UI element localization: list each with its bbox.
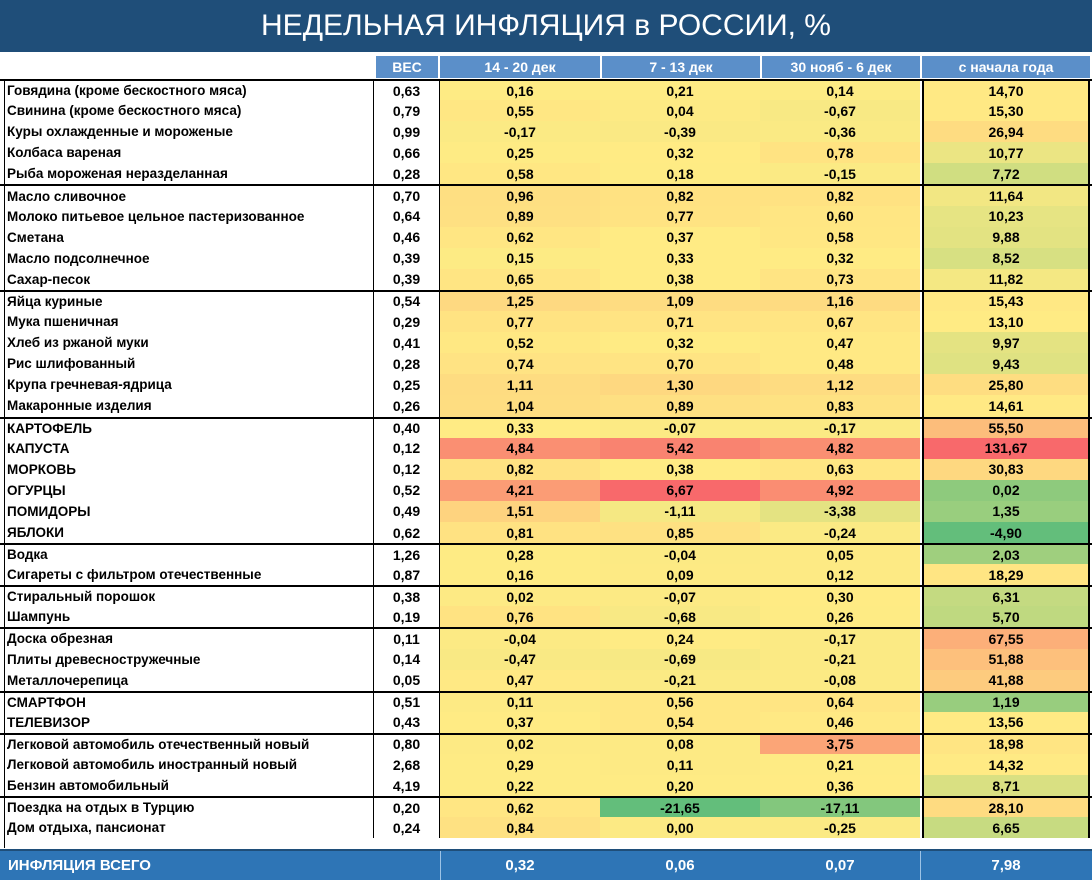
total-label: ИНФЛЯЦИЯ ВСЕГО: [8, 857, 151, 874]
weekly-value-cell: 0,89: [440, 206, 600, 227]
table-row: [0, 606, 1092, 627]
weekly-value-cell: 0,46: [760, 712, 920, 733]
weekly-value-cell: 0,32: [600, 142, 760, 163]
total-value-week-3: 0,07: [825, 857, 855, 874]
table-row: [0, 564, 1092, 585]
weekly-value-cell: 0,74: [440, 353, 600, 374]
ytd-value-cell: 14,32: [922, 754, 1090, 775]
ytd-value-cell: 10,23: [922, 206, 1090, 227]
weekly-value-cell: 4,92: [760, 480, 920, 501]
row-weight: 0,12: [374, 438, 440, 459]
weekly-value-cell: 0,48: [760, 353, 920, 374]
weekly-value-cell: 0,63: [760, 459, 920, 480]
weekly-value-cell: 1,16: [760, 292, 920, 311]
weekly-value-cell: 0,82: [760, 186, 920, 205]
row-weight: 0,28: [374, 163, 440, 184]
row-weight: 0,14: [374, 649, 440, 670]
header-ytd: с начала года: [922, 56, 1090, 78]
ytd-value-cell: 13,10: [922, 311, 1090, 332]
weekly-value-cell: -0,15: [760, 163, 920, 184]
weekly-value-cell: 0,36: [760, 775, 920, 796]
row-name: Яйца куриные: [4, 292, 374, 311]
weekly-value-cell: 0,62: [440, 227, 600, 248]
row-name: Сахар-песок: [4, 269, 374, 290]
weekly-value-cell: 0,28: [440, 545, 600, 564]
ytd-value-cell: 67,55: [922, 629, 1090, 648]
table-left-border: [4, 79, 5, 848]
weekly-value-cell: 0,00: [600, 817, 760, 838]
row-weight: 0,28: [374, 353, 440, 374]
ytd-value-cell: 9,88: [922, 227, 1090, 248]
row-weight: 0,12: [374, 459, 440, 480]
weekly-value-cell: -0,07: [600, 419, 760, 438]
weekly-value-cell: -0,07: [600, 587, 760, 606]
weekly-value-cell: 4,21: [440, 480, 600, 501]
weekly-value-cell: 0,04: [600, 100, 760, 121]
row-name: Хлеб из ржаной муки: [4, 332, 374, 353]
row-weight: 0,41: [374, 332, 440, 353]
weekly-value-cell: 0,15: [440, 248, 600, 269]
weekly-value-cell: -0,17: [440, 121, 600, 142]
weekly-value-cell: 0,09: [600, 564, 760, 585]
weekly-value-cell: 0,05: [760, 545, 920, 564]
ytd-value-cell: 55,50: [922, 419, 1090, 438]
table-row: [0, 79, 1092, 100]
ytd-value-cell: 6,65: [922, 817, 1090, 838]
ytd-value-cell: 18,29: [922, 564, 1090, 585]
data-table: [0, 79, 1092, 838]
ytd-value-cell: 9,43: [922, 353, 1090, 374]
weekly-value-cell: 0,30: [760, 587, 920, 606]
weekly-value-cell: -0,21: [760, 649, 920, 670]
row-weight: 0,66: [374, 142, 440, 163]
ytd-value-cell: 6,31: [922, 587, 1090, 606]
ytd-value-cell: 25,80: [922, 374, 1090, 395]
weekly-value-cell: 0,77: [600, 206, 760, 227]
table-row: [0, 733, 1092, 754]
weekly-value-cell: 0,02: [440, 587, 600, 606]
row-name: Масло сливочное: [4, 186, 374, 205]
row-name: Стиральный порошок: [4, 587, 374, 606]
table-row: [0, 543, 1092, 564]
row-weight: 0,52: [374, 480, 440, 501]
row-weight: 0,70: [374, 186, 440, 205]
weekly-value-cell: 0,24: [600, 629, 760, 648]
row-weight: 0,39: [374, 269, 440, 290]
table-row: [0, 374, 1092, 395]
weekly-value-cell: -0,04: [440, 629, 600, 648]
table-row: [0, 627, 1092, 648]
table-row: [0, 691, 1092, 712]
weekly-value-cell: -0,17: [760, 419, 920, 438]
weekly-value-cell: 0,20: [600, 775, 760, 796]
row-name: Легковой автомобиль иностранный новый: [4, 754, 374, 775]
weekly-value-cell: -0,39: [600, 121, 760, 142]
weekly-value-cell: 0,25: [440, 142, 600, 163]
table-row: [0, 438, 1092, 459]
row-name: Бензин автомобильный: [4, 775, 374, 796]
row-weight: 0,46: [374, 227, 440, 248]
table-row: [0, 817, 1092, 838]
row-weight: 0,63: [374, 81, 440, 100]
row-name: ПОМИДОРЫ: [4, 501, 374, 522]
ytd-value-cell: 15,30: [922, 100, 1090, 121]
weekly-value-cell: -0,17: [760, 629, 920, 648]
weekly-value-cell: 0,71: [600, 311, 760, 332]
ytd-value-cell: 11,64: [922, 186, 1090, 205]
weekly-value-cell: 0,37: [600, 227, 760, 248]
table-row: [0, 163, 1092, 184]
row-name: ЯБЛОКИ: [4, 522, 374, 543]
weekly-value-cell: 1,51: [440, 501, 600, 522]
row-weight: 0,99: [374, 121, 440, 142]
table-row: [0, 522, 1092, 543]
weekly-value-cell: 0,26: [760, 606, 920, 627]
weekly-value-cell: 0,64: [760, 693, 920, 712]
weekly-value-cell: 0,81: [440, 522, 600, 543]
row-weight: 0,51: [374, 693, 440, 712]
ytd-value-cell: 0,02: [922, 480, 1090, 501]
weekly-value-cell: 0,47: [760, 332, 920, 353]
ytd-value-cell: 41,88: [922, 670, 1090, 691]
weekly-value-cell: 1,12: [760, 374, 920, 395]
weekly-value-cell: 0,16: [440, 81, 600, 100]
table-row: [0, 670, 1092, 691]
weekly-value-cell: 0,67: [760, 311, 920, 332]
weekly-value-cell: 0,73: [760, 269, 920, 290]
row-name: Металлочерепица: [4, 670, 374, 691]
row-weight: 0,43: [374, 712, 440, 733]
row-name: Поездка на отдых в Турцию: [4, 798, 374, 817]
row-name: МОРКОВЬ: [4, 459, 374, 480]
row-name: Дом отдыха, пансионат: [4, 817, 374, 838]
ytd-value-cell: 1,19: [922, 693, 1090, 712]
row-weight: 0,24: [374, 817, 440, 838]
ytd-value-cell: 11,82: [922, 269, 1090, 290]
weekly-value-cell: 0,21: [600, 81, 760, 100]
weekly-value-cell: 0,82: [440, 459, 600, 480]
ytd-value-cell: 9,97: [922, 332, 1090, 353]
ytd-value-cell: 7,72: [922, 163, 1090, 184]
weekly-value-cell: 0,38: [600, 269, 760, 290]
row-name: Сигареты с фильтром отечественные: [4, 564, 374, 585]
row-name: Макаронные изделия: [4, 395, 374, 416]
weekly-value-cell: 6,67: [600, 480, 760, 501]
ytd-value-cell: 2,03: [922, 545, 1090, 564]
ytd-value-cell: 51,88: [922, 649, 1090, 670]
weekly-value-cell: 1,11: [440, 374, 600, 395]
weekly-value-cell: -1,11: [600, 501, 760, 522]
row-name: СМАРТФОН: [4, 693, 374, 712]
table-header: [0, 52, 1092, 79]
row-name: Мука пшеничная: [4, 311, 374, 332]
row-name: Водка: [4, 545, 374, 564]
table-row: [0, 227, 1092, 248]
weekly-value-cell: 0,32: [760, 248, 920, 269]
row-name: Свинина (кроме бескостного мяса): [4, 100, 374, 121]
weekly-value-cell: 0,37: [440, 712, 600, 733]
row-name: Говядина (кроме бескостного мяса): [4, 81, 374, 100]
weekly-value-cell: 0,11: [600, 754, 760, 775]
weekly-value-cell: 0,02: [440, 735, 600, 754]
total-divider: [920, 851, 921, 880]
ytd-value-cell: 10,77: [922, 142, 1090, 163]
ytd-value-cell: 13,56: [922, 712, 1090, 733]
row-name: Крупа гречневая-ядрица: [4, 374, 374, 395]
weekly-value-cell: -0,36: [760, 121, 920, 142]
weekly-value-cell: 1,30: [600, 374, 760, 395]
ytd-value-cell: 8,71: [922, 775, 1090, 796]
table-row: [0, 501, 1092, 522]
weekly-value-cell: 5,42: [600, 438, 760, 459]
weekly-value-cell: 0,47: [440, 670, 600, 691]
table-row: [0, 332, 1092, 353]
weekly-value-cell: -3,38: [760, 501, 920, 522]
weekly-value-cell: 0,60: [760, 206, 920, 227]
ytd-value-cell: 14,70: [922, 81, 1090, 100]
ytd-value-cell: 1,35: [922, 501, 1090, 522]
weekly-value-cell: -17,11: [760, 798, 920, 817]
row-name: Масло подсолнечное: [4, 248, 374, 269]
row-name: Молоко питьевое цельное пастеризованное: [4, 206, 374, 227]
weekly-value-cell: 0,08: [600, 735, 760, 754]
weekly-value-cell: 0,12: [760, 564, 920, 585]
row-weight: 0,25: [374, 374, 440, 395]
weekly-value-cell: 0,16: [440, 564, 600, 585]
weekly-value-cell: -0,47: [440, 649, 600, 670]
weekly-value-cell: 0,76: [440, 606, 600, 627]
weekly-value-cell: 1,09: [600, 292, 760, 311]
table-row: [0, 269, 1092, 290]
row-weight: 0,29: [374, 311, 440, 332]
table-row: [0, 248, 1092, 269]
weekly-value-cell: 0,62: [440, 798, 600, 817]
weekly-value-cell: 0,82: [600, 186, 760, 205]
row-weight: 0,62: [374, 522, 440, 543]
table-row: [0, 121, 1092, 142]
header-weight: ВЕС: [376, 56, 438, 78]
row-name: Плиты древесностружечные: [4, 649, 374, 670]
total-value-week-1: 0,32: [505, 857, 535, 874]
row-weight: 0,39: [374, 248, 440, 269]
header-week-2: 7 - 13 дек: [602, 56, 760, 78]
weekly-value-cell: -0,69: [600, 649, 760, 670]
weekly-value-cell: 0,33: [600, 248, 760, 269]
table-row: [0, 395, 1092, 416]
row-weight: 0,54: [374, 292, 440, 311]
weekly-value-cell: 0,56: [600, 693, 760, 712]
weekly-value-cell: -0,04: [600, 545, 760, 564]
table-row: [0, 796, 1092, 817]
weekly-value-cell: 0,21: [760, 754, 920, 775]
weekly-value-cell: 4,82: [760, 438, 920, 459]
row-weight: 0,26: [374, 395, 440, 416]
weekly-value-cell: 0,29: [440, 754, 600, 775]
row-weight: 4,19: [374, 775, 440, 796]
weekly-value-cell: -0,67: [760, 100, 920, 121]
weekly-value-cell: 0,85: [600, 522, 760, 543]
ytd-value-cell: 18,98: [922, 735, 1090, 754]
table-row: [0, 775, 1092, 796]
row-name: КАРТОФЕЛЬ: [4, 419, 374, 438]
row-weight: 2,68: [374, 754, 440, 775]
table-row: [0, 353, 1092, 374]
table-row: [0, 290, 1092, 311]
weekly-value-cell: 0,14: [760, 81, 920, 100]
row-weight: 0,40: [374, 419, 440, 438]
weekly-value-cell: 0,58: [760, 227, 920, 248]
table-row: [0, 585, 1092, 606]
row-weight: 0,49: [374, 501, 440, 522]
weekly-value-cell: 0,89: [600, 395, 760, 416]
row-weight: 0,11: [374, 629, 440, 648]
weekly-value-cell: 0,77: [440, 311, 600, 332]
ytd-value-cell: 8,52: [922, 248, 1090, 269]
row-weight: 0,19: [374, 606, 440, 627]
weekly-value-cell: 0,83: [760, 395, 920, 416]
table-row: [0, 184, 1092, 205]
table-row: [0, 459, 1092, 480]
row-name: Колбаса вареная: [4, 142, 374, 163]
weekly-value-cell: 0,84: [440, 817, 600, 838]
row-weight: 0,05: [374, 670, 440, 691]
row-weight: 0,80: [374, 735, 440, 754]
weekly-value-cell: 0,78: [760, 142, 920, 163]
weekly-value-cell: 0,65: [440, 269, 600, 290]
weekly-value-cell: 0,32: [600, 332, 760, 353]
weekly-value-cell: 0,70: [600, 353, 760, 374]
ytd-value-cell: 131,67: [922, 438, 1090, 459]
table-row: [0, 142, 1092, 163]
table-row: [0, 100, 1092, 121]
weekly-value-cell: 3,75: [760, 735, 920, 754]
row-weight: 0,38: [374, 587, 440, 606]
row-name: ОГУРЦЫ: [4, 480, 374, 501]
ytd-value-cell: 30,83: [922, 459, 1090, 480]
page-title: НЕДЕЛЬНАЯ ИНФЛЯЦИЯ в РОССИИ, %: [0, 0, 1092, 52]
table-row: [0, 712, 1092, 733]
table-row: [0, 754, 1092, 775]
weekly-value-cell: 0,96: [440, 186, 600, 205]
weekly-value-cell: 1,04: [440, 395, 600, 416]
weekly-value-cell: -0,08: [760, 670, 920, 691]
row-name: Рыба мороженая неразделанная: [4, 163, 374, 184]
weekly-value-cell: 0,18: [600, 163, 760, 184]
total-value-week-2: 0,06: [665, 857, 695, 874]
table-row: [0, 480, 1092, 501]
ytd-value-cell: 15,43: [922, 292, 1090, 311]
total-value-ytd: 7,98: [991, 857, 1021, 874]
header-week-1: 14 - 20 дек: [440, 56, 600, 78]
row-weight: 0,87: [374, 564, 440, 585]
weekly-value-cell: -0,25: [760, 817, 920, 838]
row-weight: 0,64: [374, 206, 440, 227]
row-name: Доска обрезная: [4, 629, 374, 648]
row-weight: 0,79: [374, 100, 440, 121]
weekly-value-cell: 0,33: [440, 419, 600, 438]
weekly-value-cell: 0,54: [600, 712, 760, 733]
row-name: Куры охлажденные и мороженые: [4, 121, 374, 142]
ytd-value-cell: 28,10: [922, 798, 1090, 817]
weekly-value-cell: -21,65: [600, 798, 760, 817]
row-weight: 1,26: [374, 545, 440, 564]
row-weight: 0,20: [374, 798, 440, 817]
weekly-value-cell: 0,22: [440, 775, 600, 796]
weekly-value-cell: 0,38: [600, 459, 760, 480]
row-name: Шампунь: [4, 606, 374, 627]
table-row: [0, 311, 1092, 332]
ytd-value-cell: 26,94: [922, 121, 1090, 142]
table-row: [0, 417, 1092, 438]
weekly-value-cell: 4,84: [440, 438, 600, 459]
weekly-value-cell: -0,68: [600, 606, 760, 627]
ytd-value-cell: 5,70: [922, 606, 1090, 627]
ytd-value-cell: -4,90: [922, 522, 1090, 543]
header-week-3: 30 нояб - 6 дек: [762, 56, 920, 78]
row-name: КАПУСТА: [4, 438, 374, 459]
weekly-value-cell: 0,52: [440, 332, 600, 353]
weekly-value-cell: 0,55: [440, 100, 600, 121]
weekly-value-cell: 1,25: [440, 292, 600, 311]
row-name: ТЕЛЕВИЗОР: [4, 712, 374, 733]
row-name: Рис шлифованный: [4, 353, 374, 374]
row-name: Легковой автомобиль отечественный новый: [4, 735, 374, 754]
row-name: Сметана: [4, 227, 374, 248]
total-row: [0, 849, 1092, 880]
weekly-value-cell: -0,24: [760, 522, 920, 543]
table-row: [0, 206, 1092, 227]
ytd-value-cell: 14,61: [922, 395, 1090, 416]
weekly-value-cell: 0,58: [440, 163, 600, 184]
table-row: [0, 649, 1092, 670]
weekly-value-cell: -0,21: [600, 670, 760, 691]
weekly-value-cell: 0,11: [440, 693, 600, 712]
